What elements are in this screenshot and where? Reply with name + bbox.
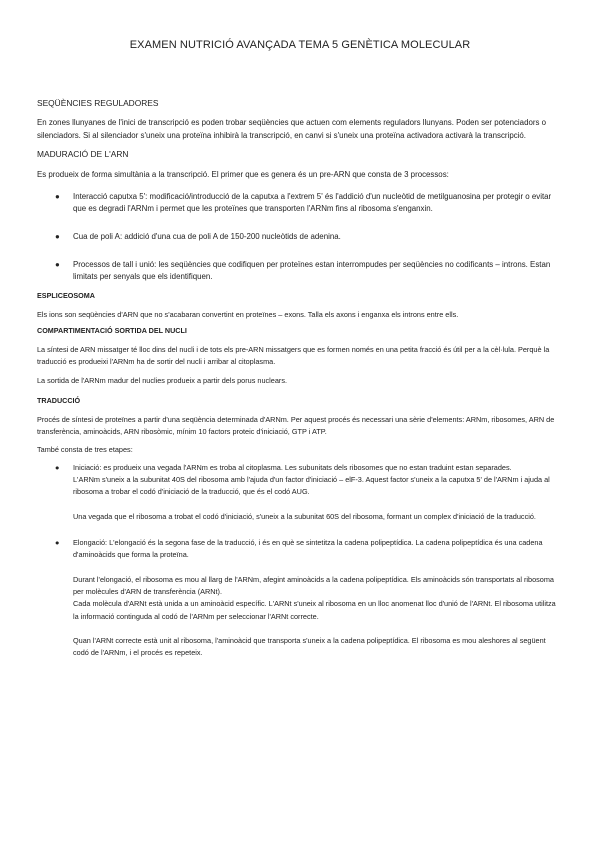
maduracio-list [37,191,563,284]
heading-traduccio: TRADUCCIÓ [37,395,81,405]
bullet-icon: ● [55,462,60,472]
list-item-iniciacio [37,462,563,523]
iniciacio-text-3: Una vegada que el ribosoma a trobat el codó d'iniciació, s'uneix a la subunitat 60S del ribosoma, formant un complex d'iniciació de la traducció. [73,511,536,521]
document-title: EXAMEN NUTRICIÓ AVANÇADA TEMA 5 GENÈTICA MOLECULAR [129,39,471,51]
elongacio-text-1: Elongació: L'elongació és la segona fase de la traducció, i és en què se sintetitza la cadena polipeptídica. La cadena polipeptídica és una cadena d'aminoàcids que forma la proteïna. [73,538,543,560]
heading-spliceosoma: ESPLICEOSOMA [37,290,95,300]
list-item [37,191,563,216]
paragraph-traduccio-2: També consta de tres etapes: [37,444,133,454]
traduccio-list [37,462,563,660]
condensed-section [37,291,563,660]
bullet-icon: ● [55,538,60,548]
elongacio-text-4: Quan l'ARNt correcte està unit al ribosoma, l'aminoàcid que transporta s'uneix a la cadena polipeptídica. El ribosoma es mou aleshores al següent codó de l'ARNm, i el procés es repeteix. [73,635,546,658]
bullet-icon: ● [55,231,60,241]
paragraph-sequencies: En zones llunyanes de l'inici de transcripció es poden trobar seqüències que actuen com elements reguladors llunyans. Poden ser potenciadors o silenciadors. Si al silenciador s'uneix una proteïna inhibirà la transcripció, en canvi si s'uneix una proteïna activadora activarà la transcripció. [37,118,547,140]
list-item [37,231,563,244]
bullet-icon: ● [55,259,60,269]
heading-sequencies-reguladores: SEQÜÈNCIES REGULADORES [37,98,159,108]
list-item-text: Cua de poli A: addició d'una cua de poli A de 150-200 nucleòtids de adenina. [73,231,341,241]
list-item-text: Interacció caputxa 5': modificació/introducció de la caputxa a l'extrem 5' és l'addició d'un nucleòtid de metilguanosina per protegir o evitar que es degradi l'ARNm i permet que les proteïnes que transporten l'ARNm fins al ribosoma s'enganxin. [73,191,552,214]
iniciacio-text-2: L'ARNm s'uneix a la subunitat 40S del ribosoma amb l'ajuda d'un factor d'iniciació – elF-3. Aquest factor s'uneix a la caputxa 5' de l'ARNm i ajuda al ribosoma a trobar el codó d'iniciació de la traducció, que és el codó AUG. [73,475,550,497]
list-item [37,259,563,284]
heading-compartimentacio: COMPARTIMENTACIÓ SORTIDA DEL NUCLI [37,326,187,336]
paragraph-traduccio-1: Procés de síntesi de proteïnes a partir d'una seqüència determinada d'ARNm. Per aquest procés és necessari una sèrie d'elements: ARNm, ribosomes, ARN de transferència, aminoàcids, ARN ribosòmic, mínim 10 factors proteic d'iniciació, GTP i ATP. [37,414,555,437]
paragraph-maduracio: Es produeix de forma simultània a la transcripció. El primer que es genera és un pre-ARN que consta de 3 processos: [37,170,449,180]
heading-maduracio-arn: MADURACIÓ DE L'ARN [37,149,129,160]
iniciacio-text-1: Iniciació: es produeix una vegada l'ARNm es troba al citoplasma. Les subunitats dels ribosomes que no estan traduint estan separades. [73,462,512,472]
list-item-elongacio [37,537,563,659]
list-item-text: Processos de tall i unió: les seqüències que codifiquen per proteïnes estan interrompudes per seqüències no codificants – introns. Estan limitats per senyals que els identifiquen. [73,259,551,282]
paragraph-spliceosoma: Els ions son seqüències d'ARN que no s'acabaran convertint en proteïnes – exons. Talla els axons i enganxa els introns entre ells. [37,309,459,319]
paragraph-compartimentacio-1: La síntesi de ARN missatger té lloc dins del nucli i de tots els pre-ARN missatgers que es formen només en una petita fracció és útil per a la cèl·lula. Perquè la traducció es produeixi l'ARNm ha de sortir del nucli i arribar al citoplasma. [37,345,550,367]
bullet-icon: ● [55,191,60,201]
paragraph-compartimentacio-2: La sortida de l'ARNm madur del nuclies produeix a partir dels porus nuclears. [37,375,288,385]
elongacio-text-3: Cada molècula d'ARNt està unida a un aminoàcid específic. L'ARNt s'uneix al ribosoma en un lloc anomenat lloc d'unió de l'ARNt. El ribosoma utilitza la informació continguda al codó de l'ARNm per seleccionar l'ARNt correcte. [73,599,556,621]
elongacio-text-2: Durant l'elongació, el ribosoma es mou al llarg de l'ARNm, afegint aminoàcids a la cadena polipeptídica. Els aminoàcids són transportats al ribosoma per molècules d'ARN de transferència (ARNt). [73,574,554,596]
